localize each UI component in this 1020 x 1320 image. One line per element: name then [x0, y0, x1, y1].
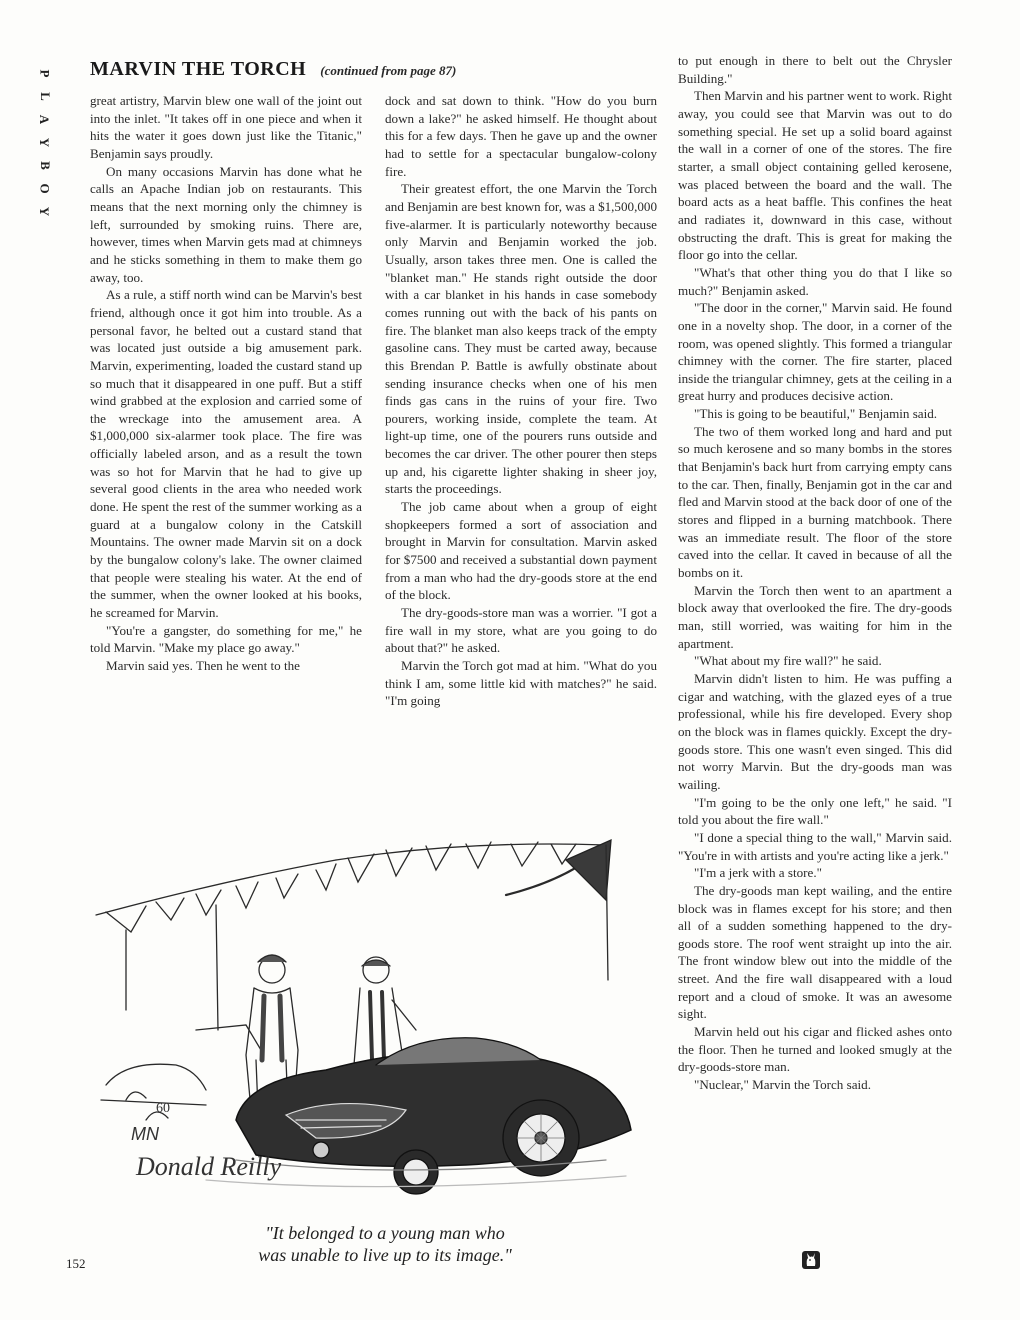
paragraph: On many occasions Marvin has done what he calls an Apache Indian job on restaurants. This means that the next morning only the chimney is left, surrounded by smoking ruins. There are, however, times when Marvin gets mad at chimneys and he sticks something in them to make them go away, too.: [90, 163, 362, 285]
spine-letter: L: [37, 92, 53, 101]
text-column-3: [678, 52, 952, 1094]
paragraph: Marvin the Torch got mad at him. "What do you think I am, some little kid with matches?" he said. "I'm going: [385, 658, 657, 709]
paragraph: "You're a gangster, do something for me," he told Marvin. "Make my place go away.": [90, 622, 362, 656]
paragraph: The dry-goods-store man was a worrier. "I got a fire wall in my store, what are you going to do about that?" he asked.: [385, 605, 657, 656]
cartoon-drawing: [86, 820, 652, 1215]
paragraph: "This is going to be beautiful," Benjamin said.: [694, 406, 938, 422]
article-title: MARVIN THE TORCH: [90, 58, 307, 80]
paragraph: "What's that other thing you do that I like so much?" Benjamin asked.: [678, 264, 952, 298]
spine-letter: P: [37, 69, 53, 78]
paragraph: The two of them worked long and hard and put so much kerosene and so many bombs in the stores that Benjamin's back hurt from carrying empty cans to the car. Then, finally, Benjamin got in the car and fled and Marvin stood at the back door of one of the stores and flipped in a burning matchbook. There was an immediate result. The floor of the store caved into the cellar. It caved in because of all the bombs on it.: [678, 423, 952, 581]
spine-letter: A: [37, 114, 53, 125]
magazine-spine: [34, 62, 56, 223]
text-column-2: [385, 92, 657, 710]
page-number: 152: [66, 1256, 86, 1271]
spine-letter: Y: [37, 137, 53, 148]
paragraph: "I done a special thing to the wall," Marvin said. "You're in with artists and you're acting like a jerk.": [678, 829, 952, 863]
paragraph: Marvin said yes. Then he went to the: [106, 658, 300, 673]
artist-signature: Donald Reilly: [136, 1152, 282, 1181]
article-header: [90, 58, 650, 81]
paragraph: The job came about when a group of eight shopkeepers formed a sort of association and brought in Marvin for consultation. Marvin asked for $7500 and received a substantial down payment from a man who had the dry-goods store at the end of the block.: [385, 499, 657, 603]
paragraph: Marvin the Torch then went to an apartment a block away that overlooked the fire. The dry-goods man, still worried, was waiting for him in the apartment.: [678, 582, 952, 651]
plate-scribble: MN: [131, 1124, 159, 1144]
paragraph: As a rule, a stiff north wind can be Marvin's best friend, although once it got him into trouble. As a personal favor, he belted out a custard stand that was located just outside a big amusement park. Marvin, experimenting, loaded the custard stand up so much that it disappeared in one puff. But a stiff wind grabbed at the explosion and carried some of the wreckage into the amusement area. A $1,000,000 six-alarmer took place. The fire was officially labeled arson, and as a result the town was so hot for Marvin that he had to give up several good clients in the area who needed work done. He spent the rest of the summer working as a guard at a bungalow colony in the Catskill Mountains. The owner made Marvin sit on a dock by the bungalow colony's lake. The owner claimed that people were stealing his water. At the end of the summer, when the owner looked at his books, he screamed for Marvin.: [90, 287, 362, 621]
paragraph: Their greatest effort, the one Marvin the Torch and Benjamin are best known for, was a $1,500,000 five-alarmer. It is particularly noteworthy because only Marvin and Benjamin worked the job. Usually, arson takes three men. One is called the "blanket man." He stands right outside the door with a car blanket in his hands in case somebody comes running out with the back of his pants on fire. The blanket man also keeps track of the empty gasoline cans. They must be carted away, because this Brendan P. Battle is awfully obstinate about sending insurance checks when one of his men finds gas cans in the ruins of your fire. Two pourers, working inside, complete the team. At light-up time, one of the pourers runs outside and becomes the car driver. The other pourer then steps up and, his cigarette lighter shaking in sheer joy, starts the proceedings.: [385, 181, 657, 497]
paragraph: The dry-goods man kept wailing, and the entire block was in flames except for his store; and then all of a sudden something happened to the dry-goods store. The roof went straight up into the air. The front window blew out into the middle of the street. And the fire wall disappeared with a loud report and a cloud of smoke. It was an awesome sight.: [678, 882, 952, 1022]
paragraph: dock and sat down to think. "How do you burn down a lake?" he asked himself. He thought about this for a few days. Then he gave up and the owner had to settle for a spectacular bungalow-colony fire.: [385, 93, 657, 179]
car-number-label: 60: [156, 1101, 170, 1116]
paragraph: to put enough in there to belt out the Chrysler Building.": [678, 53, 952, 86]
paragraph: "The door in the corner," Marvin said. He found one in a novelty shop. The door, in a corner of the room, was opened slightly. This formed a triangular chimney with the corner. The fire starter, placed inside the triangular chimney, gets at the ceiling in a great hurry and produces decisive action.: [678, 300, 952, 404]
caption-line: "It belonged to a young man who: [265, 1223, 505, 1243]
paragraph: "Nuclear," Marvin the Torch said.: [694, 1077, 871, 1093]
spine-letter: B: [37, 161, 53, 170]
continued-note: (continued from page 87): [320, 63, 457, 78]
paragraph: Marvin held out his cigar and flicked ashes onto the floor. Then he turned and looked smugly at the dry-goods-store man.: [678, 1024, 952, 1075]
cartoon-illustration: [86, 820, 652, 1215]
paragraph: Marvin didn't listen to him. He was puffing a cigar and watching, with the glazed eyes of a true professional, while his fire developed. Every shop on the block was in flames quickly. Except the dry-goods store. This one wasn't even singed. This did not worry Marvin. But the dry-goods man was wailing.: [678, 670, 952, 792]
spine-letter: Y: [37, 206, 53, 217]
paragraph: "I'm a jerk with a store.": [694, 865, 822, 881]
paragraph: "I'm going to be the only one left," he said. "I told you about the fire wall.": [678, 794, 952, 828]
text-column-1: [90, 92, 362, 675]
caption-line: was unable to live up to its image.": [258, 1245, 512, 1265]
cartoon-caption: [185, 1222, 585, 1266]
spine-letter: O: [37, 183, 53, 194]
paragraph: "What about my fire wall?" he said.: [694, 653, 882, 669]
paragraph: Then Marvin and his partner went to work. Right away, you could see that Marvin was out to do something special. He set up a solid board against the wall in a corner of one of the stores. The fire starter, a small object containing gelled kerosene, was placed between the board and the wall. The board acts as a heat baffle. This confines the heat and radiates it, downward in this case, without obstructing the draft. This is great for making the floor go into the cellar.: [678, 88, 952, 263]
rabbit-head-icon: [802, 1251, 820, 1269]
paragraph: great artistry, Marvin blew one wall of the joint out into the inlet. "It takes off in one piece and when it hits the water it goes down just like the Titanic," Benjamin says proudly.: [90, 93, 362, 161]
